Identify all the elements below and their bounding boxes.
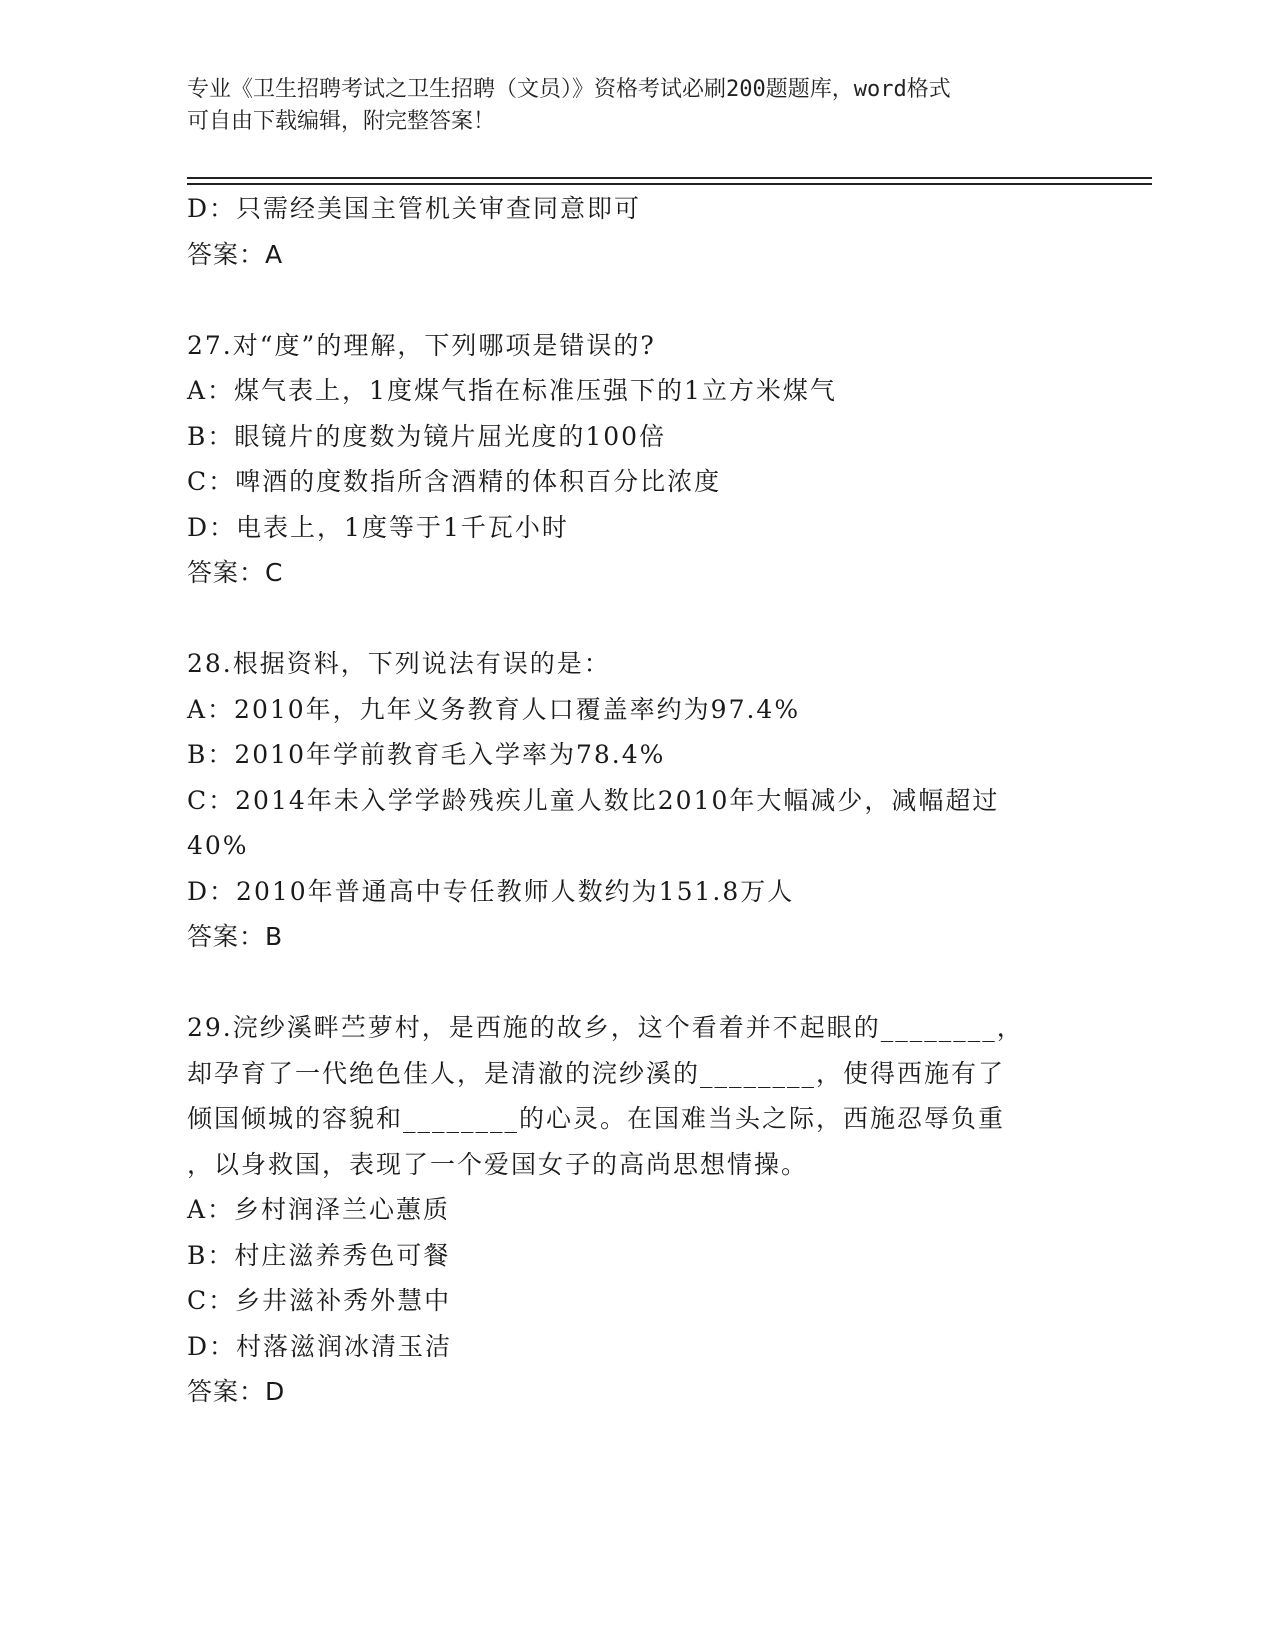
option-d: D：只需经美国主管机关审查同意即可: [187, 194, 642, 223]
question-list: [187, 186, 1087, 1415]
option-c: C：乡井滋补秀外慧中: [187, 1286, 452, 1315]
option-c-line-2: 40%: [187, 831, 249, 860]
option-b: B：2010年学前教育毛入学率为78.4%: [187, 740, 666, 769]
option-a: A：2010年，九年义务教育人口覆盖率约为97.4%: [187, 694, 801, 724]
header-rule-bottom: [187, 183, 1152, 185]
answer-label: 答案：C: [187, 558, 284, 587]
spacer: [187, 960, 1087, 1006]
question-text-line-4: ，以身救国，表现了一个爱国女子的高尚思想情操。: [187, 1149, 809, 1179]
option-c-line-1: C：2014年未入学学龄残疾儿童人数比2010年大幅减少，减幅超过: [187, 785, 1000, 815]
question-block-28: [187, 641, 1087, 960]
option-b: B：村庄滋养秀色可餐: [187, 1240, 451, 1270]
question-text: 27.对“度”的理解，下列哪项是错误的?: [187, 330, 656, 360]
spacer: [187, 277, 1087, 323]
question-text-line-3: 倾国倾城的容貌和________的心灵。在国难当头之际，西施忍辱负重: [187, 1104, 1006, 1133]
option-a: A：乡村润泽兰心蕙质: [187, 1195, 451, 1224]
option-d: D：2010年普通高中专任教师人数约为151.8万人: [187, 876, 795, 906]
answer-label: 答案：A: [187, 239, 284, 269]
option-a: A：煤气表上，1度煤气指在标准压强下的1立方米煤气: [187, 376, 837, 405]
option-d: D：村落滋润冰清玉洁: [187, 1331, 453, 1361]
option-b: B：眼镜片的度数为镜片屈光度的100倍: [187, 421, 667, 451]
header-rule-top: [187, 177, 1152, 179]
question-block-27: [187, 323, 1087, 596]
option-d: D：电表上，1度等于1千瓦小时: [187, 512, 569, 542]
option-c: C：啤酒的度数指所含酒精的体积百分比浓度: [187, 467, 722, 496]
answer-label: 答案：B: [187, 922, 284, 951]
header-line-1: 专业《卫生招聘考试之卫生招聘（文员）》资格考试必刷200题题库，word格式: [187, 77, 951, 102]
header-line-2: 可自由下载编辑，附完整答案！: [187, 109, 496, 134]
document-header: [187, 74, 1087, 138]
spacer: [187, 596, 1087, 642]
question-text: 28.根据资料，下列说法有误的是：: [187, 649, 611, 678]
question-block-26: [187, 186, 1087, 277]
question-text-line-2: 却孕育了一代绝色佳人，是清澈的浣纱溪的________，使得西施有了: [187, 1058, 1006, 1088]
question-text-line-1: 29.浣纱溪畔苎萝村，是西施的故乡，这个看着并不起眼的________，: [187, 1013, 1024, 1042]
question-block-29: [187, 1005, 1087, 1415]
answer-label: 答案：D: [187, 1377, 286, 1406]
